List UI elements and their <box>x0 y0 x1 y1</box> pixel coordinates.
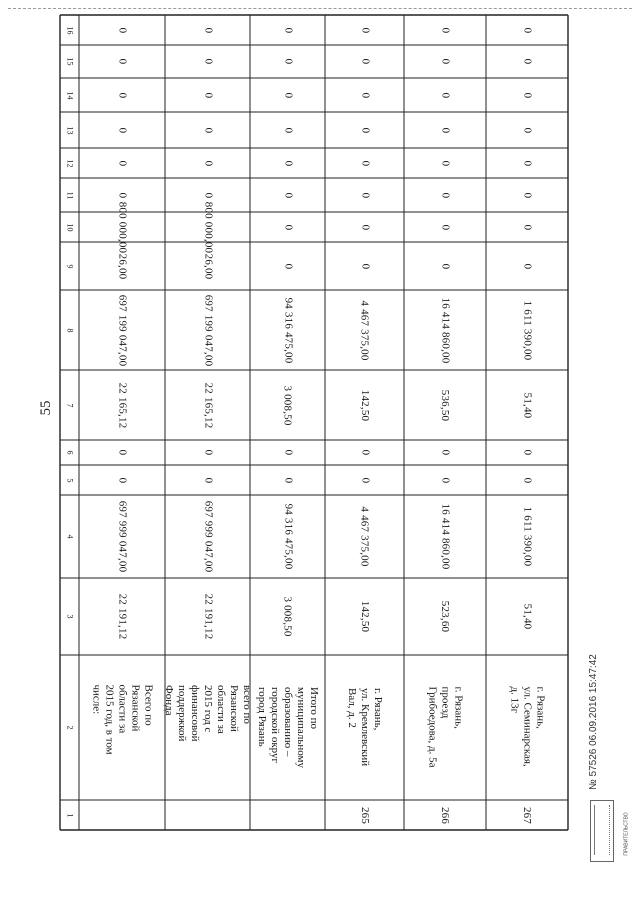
value-cell <box>250 578 325 655</box>
page-number: 55 <box>38 400 54 416</box>
value-cell <box>250 290 325 370</box>
value-cell <box>404 178 486 212</box>
value-cell-text: 0 <box>358 224 371 230</box>
value-cell-text: 1 611 390,00 <box>521 300 534 360</box>
value-cell-text: 22 165,12 <box>202 382 214 428</box>
value-cell-text: 142,50 <box>358 389 371 421</box>
value-cell-text: 0 <box>439 160 452 166</box>
value-cell-text: 0 <box>521 127 534 133</box>
value-cell <box>404 112 486 148</box>
value-cell-text: 697 999 047,00 <box>116 500 129 573</box>
column-number-header-text: 11 <box>64 191 74 199</box>
stamp-frame <box>594 805 610 855</box>
value-cell-text: 0 <box>358 27 371 33</box>
value-cell-text: 0 <box>521 224 534 230</box>
column-number-header-text: 5 <box>65 478 74 482</box>
row-number-cell <box>404 800 486 830</box>
value-cell-text: 0 <box>358 58 371 65</box>
column-number-header <box>60 440 79 465</box>
value-cell <box>404 212 486 242</box>
column-number-header-text: 15 <box>65 57 74 66</box>
column-number-header-text: 4 <box>65 534 74 539</box>
value-cell-text: 0 <box>358 92 371 98</box>
column-number-header-text: 1 <box>65 813 74 817</box>
column-number-header-text: 2 <box>65 725 74 730</box>
value-cell-text: 0 <box>521 477 534 483</box>
value-cell-text: 0 <box>281 160 294 166</box>
column-number-header <box>60 290 79 370</box>
value-cell <box>325 15 404 45</box>
value-cell <box>486 242 568 290</box>
value-cell-text: 0 <box>358 449 371 456</box>
value-cell-text: 0 <box>201 27 214 33</box>
column-number-header <box>60 112 79 148</box>
column-number-header <box>60 655 79 800</box>
column-number-header-text: 8 <box>65 328 74 332</box>
row-number-cell <box>250 800 325 830</box>
address-cell <box>163 655 253 800</box>
value-cell <box>404 15 486 45</box>
value-cell <box>250 45 325 78</box>
value-cell <box>404 242 486 290</box>
value-cell <box>325 45 404 78</box>
value-cell <box>250 178 325 212</box>
column-number-header-text: 6 <box>65 450 74 455</box>
value-cell <box>79 370 165 440</box>
value-cell-text: 0 <box>201 477 214 483</box>
address-cell-text: г. Рязань, ул. Семинарская, д. 13г <box>508 686 547 767</box>
value-cell <box>165 578 250 655</box>
column-number-header <box>60 15 79 45</box>
value-cell <box>165 148 250 178</box>
value-cell-text: 0 <box>116 58 129 65</box>
column-number-header <box>60 495 79 578</box>
value-cell-text: 3 008,50 <box>281 596 294 637</box>
value-cell <box>404 290 486 370</box>
value-cell <box>325 148 404 178</box>
value-cell-text: 0 <box>439 192 452 198</box>
value-cell-text: 26,00 <box>116 253 129 279</box>
value-cell-text: 0 <box>358 127 371 133</box>
value-cell <box>325 495 404 578</box>
value-cell-text: 0 <box>439 92 452 98</box>
value-cell-text: 0 <box>281 263 294 269</box>
value-cell-text: 0 <box>116 92 129 98</box>
value-cell <box>165 201 250 253</box>
value-cell-text: 0 <box>201 58 214 65</box>
value-cell <box>79 440 165 465</box>
value-cell-text: 51,40 <box>521 603 534 630</box>
column-number-header-text: 13 <box>65 126 74 134</box>
value-cell-text: 0 <box>521 263 534 269</box>
value-cell-text: 0 <box>281 127 294 133</box>
address-cell-text: г. Рязань, проезд Грибоедова, д. 5а <box>426 686 465 768</box>
value-cell <box>325 370 404 440</box>
value-cell <box>486 212 568 242</box>
value-cell-text: 0 <box>521 160 534 166</box>
value-cell-text: 0 <box>439 263 452 269</box>
value-cell <box>79 78 165 112</box>
value-cell-text: 0 <box>281 449 294 456</box>
value-cell <box>250 78 325 112</box>
value-cell <box>486 370 568 440</box>
value-cell <box>404 78 486 112</box>
address-cell <box>404 655 486 800</box>
value-cell-text: 0 <box>439 127 452 133</box>
value-cell <box>165 495 250 578</box>
address-cell-text: Итого по муниципальному образованию – городской округ город Рязань <box>256 686 321 769</box>
value-cell-text: 0 <box>281 58 294 65</box>
address-cell <box>325 655 404 800</box>
value-cell-text: 800 000,00 <box>116 201 129 253</box>
column-number-header <box>60 800 79 830</box>
value-cell <box>79 45 165 78</box>
value-cell <box>250 370 325 440</box>
value-cell <box>250 112 325 148</box>
value-cell-text: 16 414 860,00 <box>439 297 452 363</box>
column-number-header <box>60 45 79 78</box>
value-cell <box>250 465 325 495</box>
address-cell-text: г. Рязань, ул. Кремлевский Вал, д. 2 <box>346 688 384 767</box>
value-cell <box>79 112 165 148</box>
value-cell <box>165 112 250 148</box>
value-cell-text: 0 <box>358 160 371 166</box>
value-cell-text: 0 <box>116 160 129 166</box>
value-cell-text: 142,50 <box>358 600 371 633</box>
value-cell <box>404 45 486 78</box>
value-cell <box>486 15 568 45</box>
registration-text: № 57526 06.09.2016 15:47:42 <box>588 654 599 790</box>
value-cell-text: 0 <box>521 449 534 456</box>
address-cell <box>79 655 165 800</box>
value-cell <box>79 578 165 655</box>
value-cell <box>325 465 404 495</box>
value-cell-text: 697 199 047,00 <box>202 294 214 366</box>
column-number-header <box>60 78 79 112</box>
value-cell-text: 94 316 475,00 <box>281 503 294 570</box>
value-cell-text: 0 <box>281 477 294 483</box>
value-cell-text: 0 <box>116 477 129 483</box>
value-cell <box>325 78 404 112</box>
value-cell <box>486 178 568 212</box>
column-number-header-text: 3 <box>65 614 74 619</box>
value-cell <box>165 15 250 45</box>
value-cell-text: 0 <box>521 58 534 65</box>
value-cell-text: 51,40 <box>521 392 534 418</box>
value-cell-text: 0 <box>439 449 452 456</box>
value-cell-text: 0 <box>358 477 371 483</box>
value-cell <box>165 242 250 290</box>
value-cell <box>250 495 325 578</box>
value-cell <box>250 242 325 290</box>
column-number-header <box>60 465 79 495</box>
value-cell-text: 0 <box>521 27 534 33</box>
address-cell <box>250 655 325 800</box>
value-cell <box>404 578 486 655</box>
value-cell-text: 0 <box>201 449 214 456</box>
value-cell-text: 0 <box>358 192 371 198</box>
value-cell <box>165 440 250 465</box>
value-cell <box>325 112 404 148</box>
value-cell-text: 0 <box>281 192 294 198</box>
value-cell-text: 0 <box>201 192 214 198</box>
value-cell <box>79 465 165 495</box>
value-cell-text: 22 165,12 <box>116 382 129 428</box>
value-cell-text: 26,00 <box>202 253 214 279</box>
value-cell <box>404 440 486 465</box>
value-cell <box>250 212 325 242</box>
value-cell-text: 0 <box>521 92 534 98</box>
value-cell <box>79 242 165 290</box>
value-cell <box>325 440 404 465</box>
row-number-cell <box>165 800 250 830</box>
value-cell-text: 0 <box>439 58 452 65</box>
value-cell-text: 0 <box>439 27 452 33</box>
value-cell-text: 536,50 <box>439 389 452 421</box>
value-cell-text: 0 <box>358 263 371 269</box>
value-cell-text: 0 <box>116 27 129 33</box>
value-cell <box>165 370 250 440</box>
column-number-header-text: 12 <box>65 159 74 167</box>
value-cell <box>486 45 568 78</box>
value-cell <box>250 440 325 465</box>
row-number-cell-text: 265 <box>358 806 371 824</box>
stamp-logo <box>590 800 630 862</box>
value-cell-text: 0 <box>201 127 214 133</box>
value-cell <box>404 370 486 440</box>
value-cell <box>325 290 404 370</box>
value-cell <box>404 148 486 178</box>
value-cell <box>486 112 568 148</box>
value-cell-text: 94 316 475,00 <box>281 297 294 363</box>
value-cell-text: 697 999 047,00 <box>202 500 214 573</box>
address-cell-text: Всего по Рязанской области за 2015 год, в том числе: <box>90 684 155 755</box>
value-cell-text: 0 <box>281 92 294 98</box>
row-number-cell <box>325 800 404 830</box>
value-cell <box>165 465 250 495</box>
value-cell <box>79 201 165 253</box>
column-number-header <box>60 178 79 212</box>
value-cell <box>325 178 404 212</box>
value-cell-text: 0 <box>201 92 214 98</box>
value-cell <box>325 578 404 655</box>
value-cell <box>165 78 250 112</box>
value-cell-text: 0 <box>116 449 129 456</box>
value-cell <box>404 465 486 495</box>
value-cell-text: 0 <box>439 224 452 230</box>
value-cell-text: 1 611 390,00 <box>521 506 534 567</box>
stamp-label: ПРАВИТЕЛЬСТВО <box>623 812 630 856</box>
value-cell <box>404 495 486 578</box>
value-cell <box>325 212 404 242</box>
value-cell-text: 3 008,50 <box>281 384 294 426</box>
value-cell <box>486 148 568 178</box>
value-cell-text: 0 <box>281 224 294 230</box>
value-cell-text: 16 414 860,00 <box>439 503 452 570</box>
value-cell <box>79 148 165 178</box>
value-cell <box>79 290 165 370</box>
column-number-header-text: 16 <box>65 26 74 34</box>
row-number-cell-text: 266 <box>439 806 452 824</box>
column-number-header <box>60 212 79 242</box>
value-cell <box>486 440 568 465</box>
value-cell <box>165 290 250 370</box>
value-cell <box>325 242 404 290</box>
value-cell <box>250 15 325 45</box>
value-cell-text: 0 <box>281 27 294 33</box>
value-cell-text: 4 467 375,00 <box>359 299 371 361</box>
address-cell <box>486 655 568 800</box>
value-cell <box>486 78 568 112</box>
value-cell-text: 4 467 375,00 <box>359 506 371 567</box>
column-number-header <box>60 578 79 655</box>
address-cell-text: всего по Рязанской области за 2015 год с финансовой поддержкой Фонда <box>163 685 253 742</box>
value-cell <box>79 15 165 45</box>
value-cell-text: 0 <box>116 127 129 133</box>
value-cell <box>486 495 568 578</box>
row-number-cell-text: 267 <box>521 806 534 824</box>
value-cell-text: 0 <box>201 160 214 166</box>
value-cell <box>79 495 165 578</box>
column-number-header <box>60 370 79 440</box>
value-cell <box>486 578 568 655</box>
value-cell-text: 0 <box>116 192 129 198</box>
column-number-header-text: 9 <box>65 264 74 268</box>
value-cell-text: 800 000,00 <box>202 201 214 253</box>
value-cell <box>165 45 250 78</box>
value-cell <box>486 465 568 495</box>
row-number-cell <box>486 800 568 830</box>
column-number-header <box>60 242 79 290</box>
value-cell-text: 523,60 <box>439 600 452 633</box>
value-cell-text: 0 <box>521 192 534 198</box>
column-number-header-text: 10 <box>65 223 74 231</box>
column-number-header-text: 7 <box>65 403 74 407</box>
value-cell <box>486 290 568 370</box>
column-number-header <box>60 148 79 178</box>
row-number-cell <box>79 800 165 830</box>
value-cell-text: 0 <box>439 477 452 483</box>
value-cell <box>250 148 325 178</box>
value-cell-text: 22 191,12 <box>116 593 129 640</box>
value-cell-text: 697 199 047,00 <box>116 294 129 366</box>
value-cell-text: 22 191,12 <box>202 593 214 640</box>
column-number-header-text: 14 <box>65 91 74 99</box>
